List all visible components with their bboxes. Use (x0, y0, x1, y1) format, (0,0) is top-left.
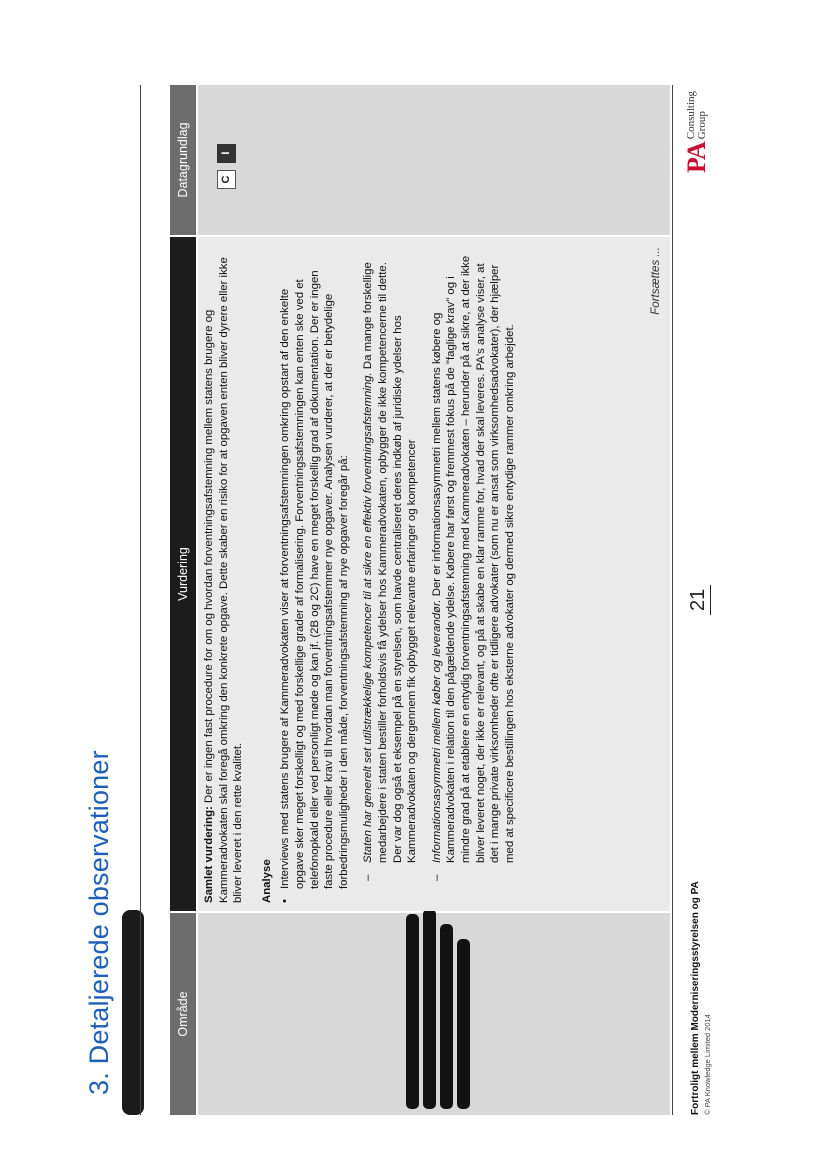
slide-title: 3. Detaljerede observationer (84, 750, 114, 1095)
redaction-bar (457, 939, 470, 1109)
vurdering-cell (198, 237, 670, 911)
column-header-vurdering: Vurdering (170, 237, 196, 911)
footer (690, 881, 712, 1115)
observations-table (170, 85, 670, 1115)
sub-point-2-text: Der er informationsasymmetri mellem statens købere og Kammeradvokaten i relation til den pågældende ydelse. Købere har først og fremmest fokus på de "faglige krav" og i mindre grad på at etablere en entydig forventningsafstemning med Kammeradvokaten – herunder på at sikre, at der ikke bliver leveret noget, der ikke er relevant, og på at skabe en klar ramme for, hvad der skal leveres. PA's analyse viser, at det i mange private virksomheder ofte er tidligere advokater (som nu er ansat som virksomhedsadvokater), der hjælper med at specificere bestillingen hos eksterne advokater og dermed sikre entydige rammer omkring arbejdet. (430, 255, 516, 863)
samlet-label: Samlet vurdering: (203, 806, 215, 903)
top-divider (140, 85, 141, 1115)
sub-point-2-heading: Informationsasymmetri mellem køber og leverandør. (430, 599, 443, 863)
column-header-omraade: Område (170, 913, 196, 1115)
dash-icon: – (362, 874, 375, 881)
footer-confidential: Fortroligt mellem Moderniseringsstyrelsen og PA (690, 881, 701, 1115)
samlet-vurdering (202, 253, 246, 903)
logo-line-1: Consulting (685, 90, 697, 140)
analyse-heading: Analyse (260, 859, 273, 903)
badge-c: C (217, 170, 236, 189)
redaction-bar (423, 909, 436, 1109)
vurdering-text (202, 253, 527, 903)
samlet-text: Der er ingen fast procedure for om og hvordan forventningsafstemning mellem statens brugere og Kammeradvokaten skal foregå omkring den konkrete opgave. Dette skaber en risiko for at opgaven enten bliver dyrere eller ikke bliver leveret i den rette kvalitet. (203, 257, 245, 903)
sub-point-1-heading: Staten har generelt set utilstrækkelige kompetencer til at sikre en effektiv forventningsafstemning. (362, 372, 375, 863)
sub-point-2 (430, 253, 518, 903)
sub-point-1-text: Da mange forskellige medarbejdere i staten bestiller forholdsvis få ydelser hos Kammeradvokaten, opbygger de ikke kompetencerne til dette. Der var dog også et eksempel på en styrelsen, som havde centraliseret deres indkøb af juridiske ydelser hos Kammeradvokaten og dergennem fik opbygget relevante erfaringer og kompetencer (362, 262, 419, 863)
bullet-text: Interviews med statens brugere af Kammeradvokaten viser at forventningsafstemningen omkring opstart af den enkelte opgave sker meget forskelligt og med forskellige grader af formalisering. Forventningsafstemningen kan enten ske ved et telefonopkald eller ved personligt møde og kan jf. (2B og 2C) have en meget forskellig grad af dokumentation. Der er ingen faste procedure eller krav til hvordan man forventningsafstemmer nye opgaver. Analysen vurderer, at der er betydelige forbedringsmuligheder i den måde, forventningsafstemning af nye opgaver foregår på: (279, 270, 350, 889)
sub-point-1 (361, 253, 419, 903)
data-source-badges (216, 141, 236, 189)
logo-mark: PA (682, 142, 711, 173)
page-number: 21 (687, 585, 711, 615)
pa-logo (682, 91, 712, 173)
bottom-divider (672, 85, 673, 1115)
badge-i: I (217, 144, 236, 163)
datagrundlag-cell (198, 85, 670, 235)
omraade-cell (198, 913, 670, 1115)
footer-copyright: © PA Knowledge Limited 2014 (703, 1014, 712, 1115)
logo-text (686, 91, 708, 139)
logo-line-2: Group (696, 111, 708, 140)
column-header-datagrundlag: Datagrundlag (170, 85, 196, 235)
redaction-bar (406, 914, 419, 1109)
bullet-icon: • (279, 899, 292, 903)
redaction-bar (440, 924, 453, 1109)
dash-icon: – (430, 874, 443, 881)
continued-label: Fortsættes ... (650, 247, 662, 315)
rotated-slide (74, 85, 764, 1115)
analysis-bullet (278, 253, 351, 903)
